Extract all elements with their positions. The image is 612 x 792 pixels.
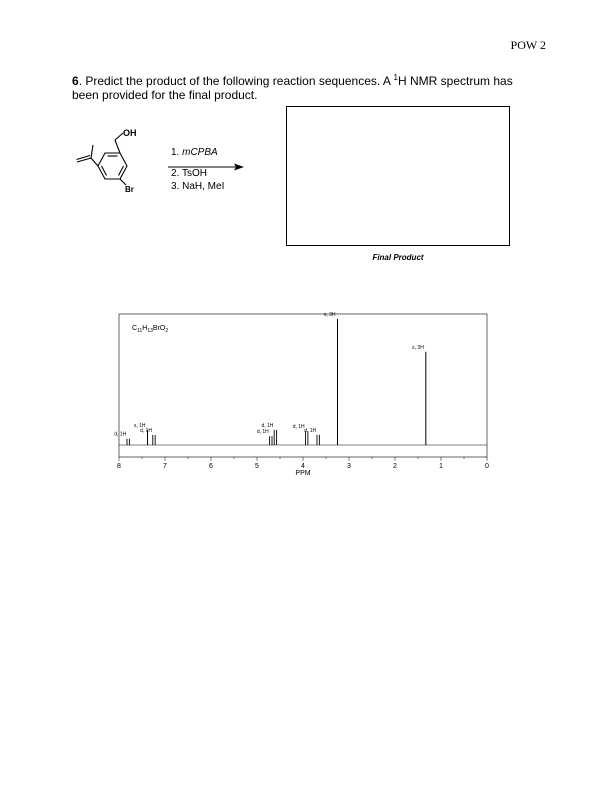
x-tick-label: 4 xyxy=(301,463,305,470)
final-product-box xyxy=(286,106,510,246)
oh-bond xyxy=(115,133,123,140)
question-number: 6 xyxy=(72,74,79,88)
peak-label: s, 1H xyxy=(133,422,146,429)
nmr-peak xyxy=(127,439,129,445)
molecular-formula: $C_{11}H_{13}BrO_2$ xyxy=(132,325,169,334)
peak-label: d, 1H xyxy=(114,431,127,438)
reagent-step-1-name: mCPBA xyxy=(182,147,218,158)
page-header-label: POW 2 xyxy=(510,38,546,52)
benzene-ring xyxy=(98,153,127,179)
ch2-bond xyxy=(115,140,120,153)
x-tick-label: 7 xyxy=(163,463,167,470)
final-product-caption: Final Product xyxy=(372,253,424,262)
methyl-bond xyxy=(91,145,93,158)
reactant-structure xyxy=(60,120,165,200)
oh-label: OH xyxy=(123,128,137,138)
nmr-spectrum xyxy=(110,310,490,480)
reagent-step-3: 3. NaH, MeI xyxy=(171,181,225,192)
x-tick-label: 3 xyxy=(347,463,351,470)
peak-label: d, 1H xyxy=(140,427,152,434)
br-label: Br xyxy=(125,185,134,194)
reagent-step-1: 1. mCPBA xyxy=(171,147,218,158)
nmr-peak xyxy=(153,435,155,445)
reagent-step-2: 2. TsOH xyxy=(171,168,207,179)
isopropenyl-bond xyxy=(91,158,98,166)
x-tick-label: 8 xyxy=(117,463,121,470)
x-tick-label: 2 xyxy=(393,463,397,470)
peak-label: d, 1H xyxy=(292,424,305,431)
peak-label: d, 1H xyxy=(304,427,317,434)
reaction-arrow xyxy=(168,162,246,172)
peak-label: d, 1H xyxy=(256,429,269,436)
spectrum-frame xyxy=(119,314,487,457)
x-tick-label: 6 xyxy=(209,463,213,470)
peak-label: s, 3H xyxy=(323,312,336,318)
peak-label: d, 1H xyxy=(261,422,274,429)
nmr-peak xyxy=(270,436,272,445)
question-text xyxy=(72,74,542,102)
x-tick-label: 0 xyxy=(485,463,489,470)
x-tick-label: 5 xyxy=(255,463,259,470)
peak-label: s, 3H xyxy=(412,344,424,351)
nmr-peak xyxy=(274,430,276,445)
question-text-part1: . Predict the product of the following reaction sequences. A xyxy=(78,74,394,88)
nmr-superscript: 1 xyxy=(393,73,398,82)
nmr-peak xyxy=(317,435,319,445)
x-axis-label: PPM xyxy=(295,470,311,477)
x-tick-label: 1 xyxy=(439,463,443,470)
question-text-part2: H NMR spectrum has been provided for the final product. xyxy=(72,74,513,102)
